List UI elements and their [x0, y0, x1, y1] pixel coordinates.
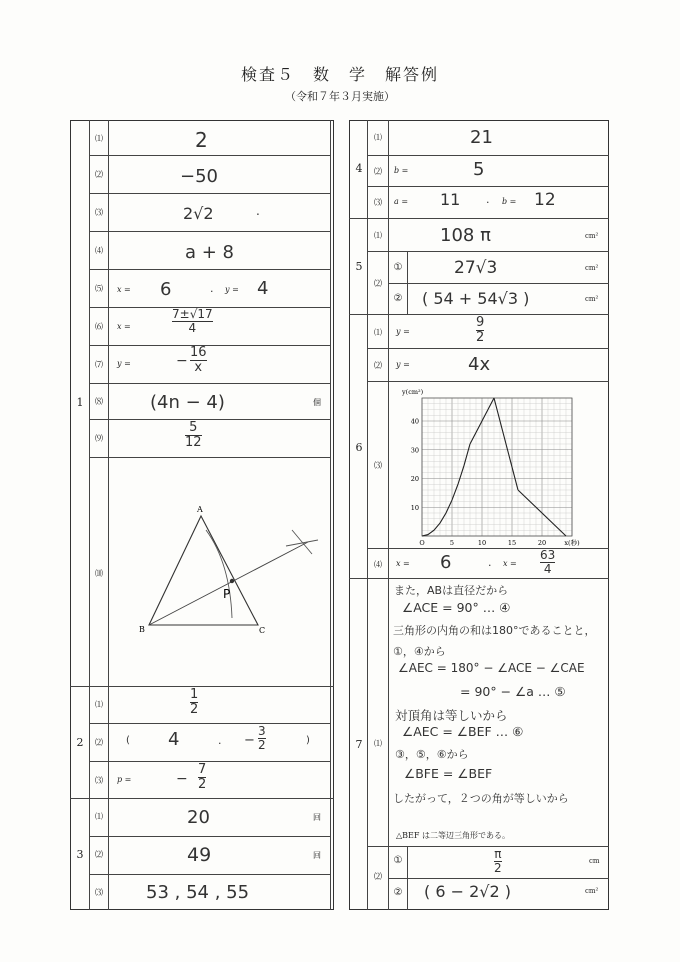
x-equals-label: x =: [396, 559, 410, 568]
sub-label: ⑴: [95, 700, 103, 709]
p-equals-label: p =: [117, 775, 132, 784]
answer-6-2: 4x: [468, 354, 491, 375]
unit-label: 回: [313, 813, 321, 822]
proof-line: 三角形の内角の和は180°であることと，: [393, 624, 596, 637]
y-tick-label: 10: [410, 503, 419, 512]
separator-dot: .: [218, 734, 222, 747]
answer-1-5-y: 4: [257, 278, 269, 299]
answer-1-3-dot: .: [256, 204, 260, 218]
denominator: x: [194, 359, 203, 375]
point-p-dot: [230, 579, 234, 583]
page-subtitle: （令和７年３月実施）: [285, 90, 395, 103]
vertex-a-label: A: [197, 505, 203, 514]
answer-1-7-fraction: [190, 346, 207, 374]
vertex-b-label: B: [139, 625, 145, 634]
paren-open: (: [126, 735, 130, 746]
x-tick-label: 10: [477, 539, 487, 547]
answer-1-8: (4n − 4): [150, 392, 225, 413]
numerator: 16: [190, 345, 207, 360]
sub-label: ⑵: [95, 170, 103, 179]
sub-label: ⑻: [95, 397, 103, 406]
sub-label: ⑹: [95, 322, 103, 331]
vertex-c-label: C: [259, 626, 266, 635]
sub-label: ⑴: [95, 134, 103, 143]
x-tick-label: 5: [449, 539, 455, 547]
y-equals-label: y =: [225, 285, 239, 294]
sub-label: ⑶: [95, 888, 103, 897]
denominator: 4: [188, 320, 197, 335]
minus-sign: −: [176, 771, 188, 787]
numerator: 9: [476, 315, 485, 330]
answer-4-3-a: 11: [440, 190, 461, 209]
y-axis-label: y(cm²): [402, 388, 424, 396]
x-equals-label: x =: [503, 559, 517, 568]
answer-1-9-fraction: [185, 421, 202, 449]
sub-label: ⑵: [374, 361, 382, 370]
x-tick-label: 20: [537, 539, 547, 547]
sub-sub-label: ①: [393, 855, 403, 866]
answer-3-2: 49: [187, 844, 212, 866]
answer-1-2: −50: [180, 166, 218, 187]
proof-line: ③，⑤，⑥から: [395, 748, 469, 761]
y-equals-label: y =: [117, 359, 131, 368]
minus-sign: −: [244, 733, 255, 748]
unit-label: 個: [313, 398, 321, 407]
sub-label: ⑴: [374, 231, 382, 240]
unit-label: cm²: [585, 887, 599, 895]
minus-sign: −: [176, 353, 188, 369]
answer-2-3-fraction: [198, 763, 206, 791]
construction-cross-mark: [286, 530, 318, 554]
unit-label: cm²: [585, 295, 599, 303]
separator-dot: .: [488, 556, 492, 569]
answer-1-5-x: 6: [160, 279, 172, 300]
denominator: 12: [185, 434, 202, 450]
numerator: 7±√17: [172, 307, 213, 321]
numerator: 63: [540, 548, 556, 562]
answer-2-2-fraction: [258, 725, 266, 751]
denominator: 2: [190, 701, 199, 717]
sub-label: ⑵: [374, 167, 382, 176]
answer-1-1: 2: [195, 128, 208, 152]
sub-label: ⑴: [374, 328, 382, 337]
answer-5-2-1: 27√3: [454, 258, 498, 278]
sub-label: ⑶: [95, 208, 103, 217]
x-equals-label: x =: [117, 322, 131, 331]
separator-dot: .: [486, 193, 490, 206]
answer-3-3: 53 , 54 , 55: [146, 882, 250, 903]
b-equals-label: b =: [394, 166, 409, 175]
printed-conclusion: △BEF は二等辺三角形である。: [396, 831, 510, 840]
x-tick-label: O: [419, 539, 425, 547]
answer-7-2-1-fraction: [494, 848, 502, 874]
paren-close: ): [306, 735, 310, 746]
unit-label: cm²: [585, 264, 599, 272]
sub-label: ⑴: [374, 739, 382, 748]
answer-1-3: 2√2: [183, 204, 214, 223]
question-number-6: 6: [355, 441, 363, 454]
question-number-3: 3: [76, 848, 84, 861]
sub-sub-label: ②: [393, 293, 403, 304]
y-equals-label: y =: [396, 360, 410, 369]
answer-7-2-2: ( 6 − 2√2 ): [424, 882, 511, 901]
proof-line: ①，④から: [393, 645, 446, 658]
answer-5-1: 108 π: [440, 225, 491, 246]
numerator: 7: [198, 762, 207, 777]
numerator: 3: [258, 724, 266, 738]
answer-2-1-fraction: [190, 688, 198, 716]
a-equals-label: a =: [394, 197, 409, 206]
y-tick-label: 40: [410, 417, 419, 426]
denominator: 4: [543, 561, 552, 576]
sub-sub-label: ①: [393, 262, 403, 273]
y-tick-label: 30: [410, 446, 419, 455]
proof-line: 対頂角は等しいから: [395, 708, 508, 723]
y-equals-label: y =: [396, 327, 410, 336]
proof-line: ∠ACE = 90° … ④: [402, 600, 511, 615]
page-title: 検査５ 数 学 解答例: [240, 65, 439, 84]
proof-line: したがって，２つの角が等しいから: [393, 792, 569, 805]
sub-label: ⑴: [95, 812, 103, 821]
answer-4-1: 21: [470, 127, 493, 148]
sub-label: ⑷: [95, 246, 103, 255]
proof-line: ∠BFE = ∠BEF: [404, 766, 493, 781]
answer-3-1: 20: [187, 807, 210, 828]
answer-2-2-x: 4: [168, 729, 180, 750]
y-tick-label: 20: [410, 475, 419, 483]
proof-line: ∠AEC = 180° − ∠ACE − ∠CAE: [398, 661, 585, 675]
unit-label: cm: [589, 857, 600, 865]
construction-arc: [206, 530, 232, 618]
question-number-5: 5: [355, 260, 363, 273]
construction-figure: [108, 458, 330, 686]
sub-label: ⑵: [95, 738, 103, 747]
sub-label: ⑵: [374, 872, 382, 881]
sub-label: ⑸: [95, 284, 103, 293]
sub-label: ⑼: [95, 434, 103, 443]
sub-label: ⑶: [95, 776, 103, 785]
sub-label: ⑽: [95, 569, 103, 578]
numerator: 1: [190, 687, 199, 702]
proof-line: また，ABは直径だから: [394, 584, 509, 597]
question-number-7: 7: [355, 738, 363, 751]
denominator: 2: [494, 860, 502, 875]
denominator: 2: [476, 329, 485, 345]
sub-sub-label: ②: [393, 887, 403, 898]
point-p-label: P: [223, 587, 231, 601]
answer-1-4: a + 8: [185, 242, 235, 263]
b-equals-label: b =: [502, 197, 517, 206]
proof-line: = 90° − ∠a … ⑤: [460, 684, 566, 699]
answer-6-1-fraction: [476, 316, 484, 344]
answer-6-4-x: 6: [440, 552, 452, 573]
x-tick-label: x(秒): [564, 539, 580, 547]
denominator: 2: [198, 776, 207, 792]
numerator: π: [494, 847, 502, 861]
answer-1-6-fraction: [172, 308, 213, 334]
sub-label: ⑶: [374, 198, 382, 207]
unit-label: cm²: [585, 232, 599, 240]
answer-6-4-fraction: [540, 549, 555, 575]
sub-label: ⑴: [374, 133, 382, 142]
answer-5-2-2: ( 54 + 54√3 ): [422, 289, 530, 308]
answer-4-2: 5: [473, 159, 485, 180]
sub-label: ⑵: [374, 279, 382, 288]
triangle-abc: [149, 516, 258, 625]
unit-label: 回: [313, 851, 321, 860]
sub-label: ⑶: [374, 461, 382, 470]
x-equals-label: x =: [117, 285, 131, 294]
answer-4-3-b: 12: [534, 190, 556, 210]
question-number-2: 2: [76, 736, 84, 749]
sub-label: ⑵: [95, 850, 103, 859]
graph-chart: [392, 382, 606, 548]
x-tick-label: 15: [507, 539, 517, 547]
sub-label: ⑺: [95, 360, 103, 369]
question-number-4: 4: [355, 162, 363, 175]
denominator: 2: [258, 737, 266, 752]
numerator: 5: [189, 420, 198, 435]
separator-dot: .: [210, 282, 214, 295]
proof-line: ∠AEC = ∠BEF … ⑥: [402, 724, 524, 739]
sub-label: ⑷: [374, 560, 382, 569]
question-number-1: 1: [76, 396, 84, 409]
